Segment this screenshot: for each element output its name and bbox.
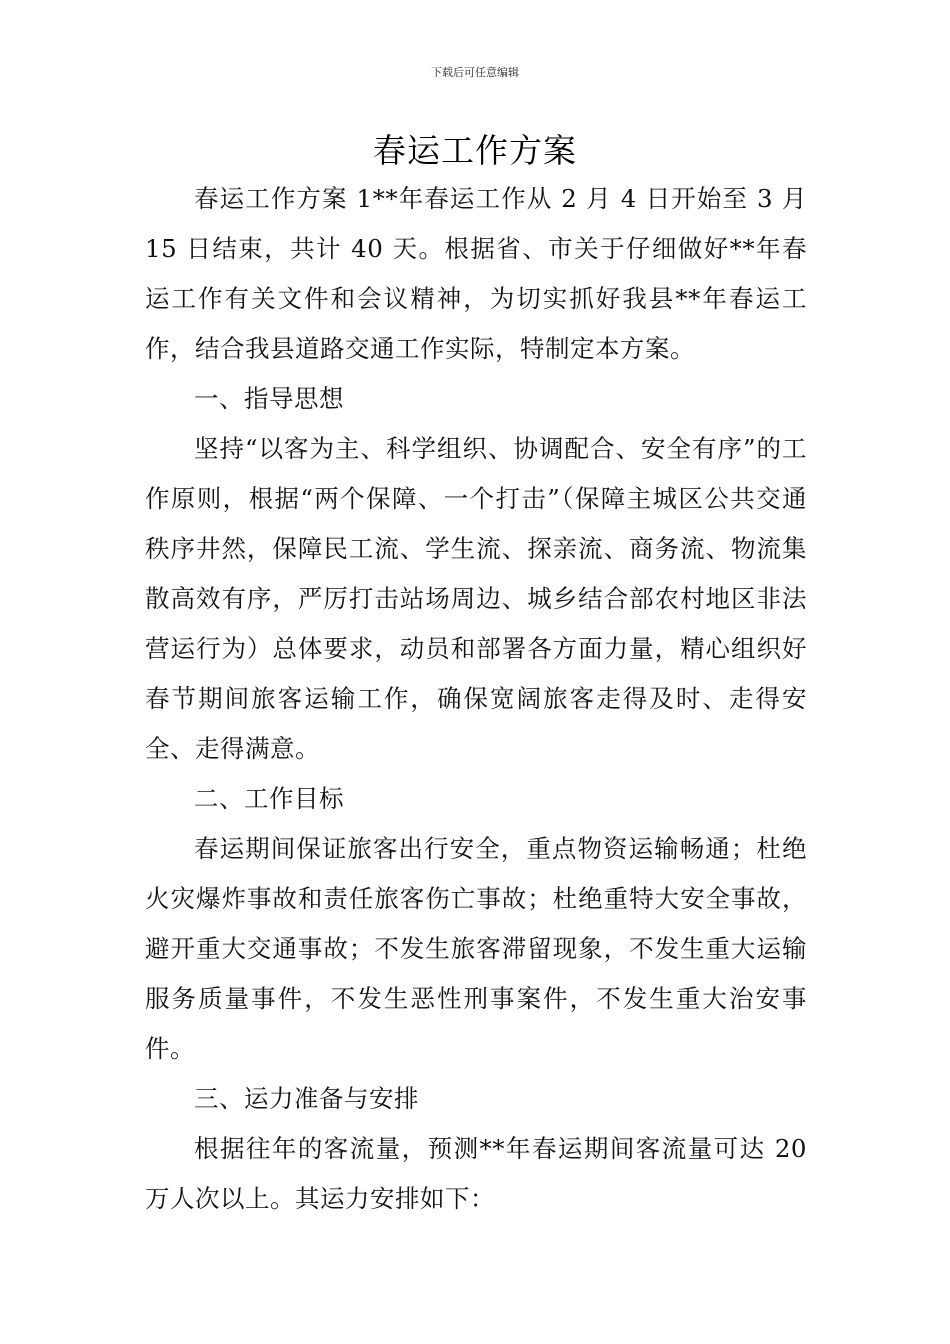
section-heading-capacity: 三、运力准备与安排 [194, 1084, 419, 1113]
document-title: 春运工作方案 [373, 131, 577, 170]
header-note: 下载后可任意编辑 [431, 66, 519, 79]
paragraph-work-goals: 春运期间保证旅客出行安全，重点物资运输畅通；杜绝火灾爆炸事故和责任旅客伤亡事故；杜绝重特大安全事故，避开重大交通事故；不发生旅客滞留现象，不发生重大运输服务质量事件，不发生恶性刑事案件，不发生重大治安事件。 [145, 834, 807, 1063]
section-heading-guiding-ideology: 一、指导思想 [194, 384, 344, 413]
section-heading-work-goals: 二、工作目标 [194, 784, 344, 813]
paragraph-intro: 春运工作方案 1**年春运工作从 2 月 4 日开始至 3 月 15 日结束，共计 40 天。根据省、市关于仔细做好**年春运工作有关文件和会议精神，为切实抓好我县**年春运工作，结合我县道路交通工作实际，特制定本方案。 [145, 184, 807, 363]
paragraph-capacity: 根据往年的客流量，预测**年春运期间客流量可达 20 万人次以上。其运力安排如下： [145, 1134, 807, 1213]
document-body [145, 174, 807, 1224]
paragraph-guiding-ideology: 坚持“以客为主、科学组织、协调配合、安全有序”的工作原则，根据“两个保障、一个打击”（保障主城区公共交通秩序井然，保障民工流、学生流、探亲流、商务流、物流集散高效有序，严厉打击站场周边、城乡结合部农村地区非法营运行为）总体要求，动员和部署各方面力量，精心组织好春节期间旅客运输工作，确保宽阔旅客走得及时、走得安全、走得满意。 [145, 434, 807, 763]
